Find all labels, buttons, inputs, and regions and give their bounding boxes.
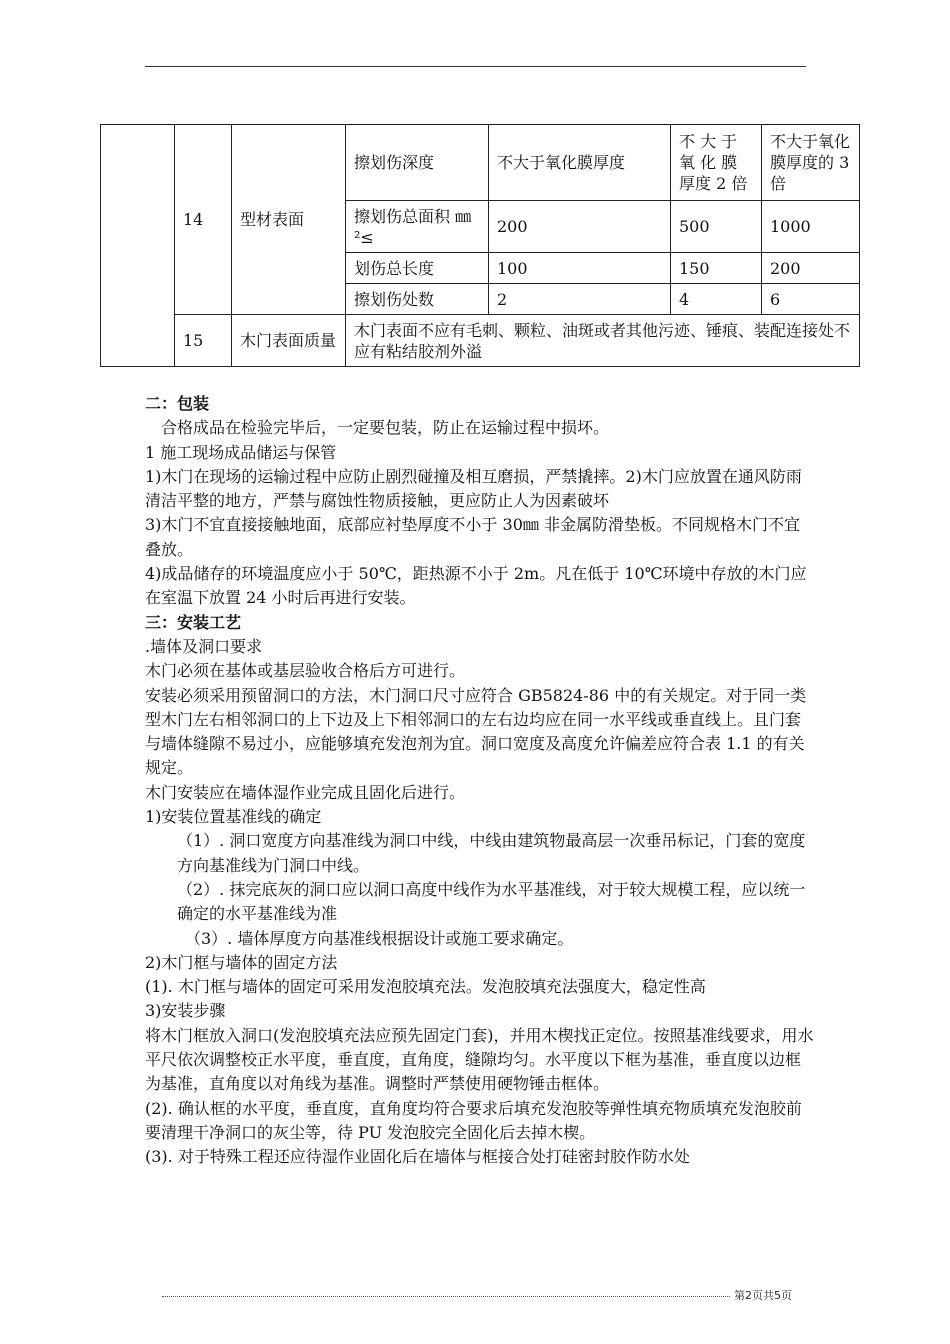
grade-2-value: 不 大 于 氧 化 膜 厚度 2 倍 bbox=[671, 125, 762, 201]
grade-2-value: 500 bbox=[671, 201, 762, 253]
page-number: 第2页共5页 bbox=[734, 1289, 792, 1302]
paragraph: 3)木门不宜直接接触地面，底部应衬垫厚度不小于 30㎜ 非金属防滑垫板。不同规格木门不宜叠放。 bbox=[145, 515, 800, 559]
paragraph: (3). 对于特殊工程还应待湿作业固化后在墙体与框接合处打硅密封胶作防水处 bbox=[145, 1147, 690, 1167]
row-item: 型材表面 bbox=[232, 125, 346, 315]
grade-3-value: 不大于氧化膜厚度的 3 倍 bbox=[762, 125, 860, 201]
paragraph: 木门安装应在墙体湿作业完成且固化后进行。 bbox=[145, 782, 466, 802]
paragraph: （2）. 抹完底灰的洞口应以洞口高度中线作为水平基准线，对于较大规模工程，应以统一确定的水平基准线为准 bbox=[177, 879, 806, 924]
paragraph: 木门必须在基体或基层验收合格后方可进行。 bbox=[145, 661, 466, 681]
paragraph: 合格成品在检验完毕后，一定要包装，防止在运输过程中损坏。 bbox=[161, 418, 610, 438]
paragraph: （3）. 墙体厚度方向基准线根据设计或施工要求确定。 bbox=[185, 928, 574, 948]
section-heading: 二：包装 bbox=[145, 394, 210, 413]
row-requirement: 木门表面不应有毛刺、颗粒、油斑或者其他污迹、锤痕、装配连接处不应有粘结胶剂外溢 bbox=[346, 315, 860, 367]
grade-1-value: 100 bbox=[489, 253, 671, 284]
grade-3-value: 6 bbox=[762, 284, 860, 315]
paragraph: 4)成品储存的环境温度应小于 50℃，距热源不小于 2m。凡在低于 10℃环境中存放的木门应在室温下放置 24 小时后再进行安装。 bbox=[145, 564, 807, 608]
row-number: 14 bbox=[175, 125, 232, 315]
paragraph: 3)安装步骤 bbox=[145, 1001, 226, 1021]
sub-item-name: 擦划伤处数 bbox=[346, 284, 489, 315]
inspection-table bbox=[100, 124, 860, 367]
row-item: 木门表面质量 bbox=[232, 315, 346, 367]
grade-3-value: 1000 bbox=[762, 201, 860, 253]
paragraph: 1 施工现场成品储运与保管 bbox=[145, 442, 337, 462]
grade-1-value: 200 bbox=[489, 201, 671, 253]
sub-item-name: 擦划伤深度 bbox=[346, 125, 489, 201]
table-row bbox=[101, 315, 860, 367]
paragraph: 1)安装位置基准线的确定 bbox=[145, 807, 322, 827]
paragraph: （1）. 洞口宽度方向基准线为洞口中线，中线由建筑物最高层一次垂吊标记，门套的宽度方向基准线为门洞口中线。 bbox=[177, 831, 806, 875]
document-body bbox=[145, 392, 815, 1170]
sub-item-name: 划伤总长度 bbox=[346, 253, 489, 284]
grade-3-value: 200 bbox=[762, 253, 860, 284]
grade-1-value: 2 bbox=[489, 284, 671, 315]
paragraph: 将木门框放入洞口(发泡胶填充法应预先固定门套)，并用木楔找正定位。按照基准线要求，用水平尺依次调整校正水平度，垂直度，直角度，缝隙均匀。水平度以下框为基准，垂直度以边框为基准，直角度以对角线为基准。调整时严禁使用硬物锤击框体。 bbox=[145, 1025, 814, 1094]
grade-1-value: 不大于氧化膜厚度 bbox=[489, 125, 671, 201]
paragraph: 1)木门在现场的运输过程中应防止剧烈碰撞及相互磨损，严禁撬摔。2)木门应放置在通风防雨清洁平整的地方，严禁与腐蚀性物质接触，更应防止人为因素破坏 bbox=[145, 466, 802, 511]
table-row bbox=[101, 125, 860, 201]
footer-rule bbox=[162, 1296, 730, 1297]
header-rule bbox=[145, 66, 806, 67]
grade-2-value: 4 bbox=[671, 284, 762, 315]
table-blank-cell bbox=[101, 125, 175, 367]
sub-item-name: 擦划伤总面积 ㎜²≤ bbox=[346, 201, 489, 253]
paragraph: (1). 木门框与墙体的固定可采用发泡胶填充法。发泡胶填充法强度大，稳定性高 bbox=[145, 977, 706, 997]
paragraph: 2)木门框与墙体的固定方法 bbox=[145, 952, 338, 972]
paragraph: 安装必须采用预留洞口的方法，木门洞口尺寸应符合 GB5824-86 中的有关规定。对于同一类型木门左右相邻洞口的上下边及上下相邻洞口的左右边均应在同一水平线或垂直线上。且门套与墙体缝隙不易过小，应能够填充发泡剂为宜。洞口宽度及高度允许偏差应符合表 1.1 的有关规定。 bbox=[145, 685, 807, 778]
grade-2-value: 150 bbox=[671, 253, 762, 284]
section-heading: 三：安装工艺 bbox=[145, 612, 242, 632]
paragraph: .墙体及洞口要求 bbox=[145, 636, 263, 656]
row-number: 15 bbox=[175, 315, 232, 367]
paragraph: (2). 确认框的水平度，垂直度，直角度均符合要求后填充发泡胶等弹性填充物质填充发泡胶前要清理干净洞口的灰尘等，待 PU 发泡胶完全固化后去掉木楔。 bbox=[145, 1098, 802, 1142]
